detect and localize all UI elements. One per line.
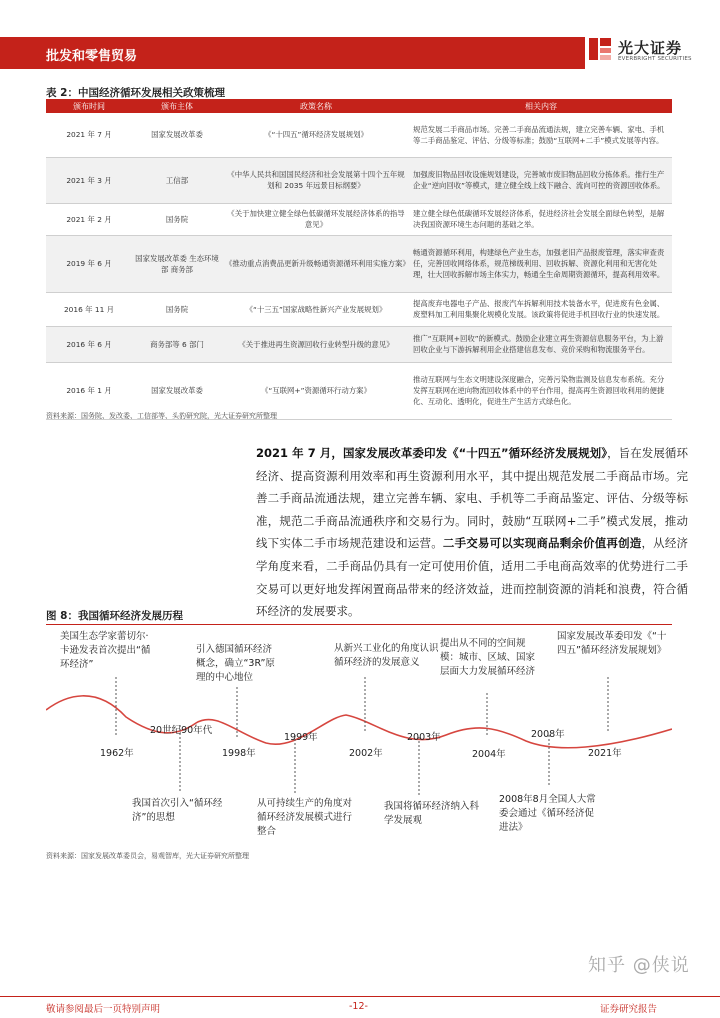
paragraph-lead: 2021 年 7 月，国家发展改革委印发《“十四五”循环经济发展规划》	[256, 446, 608, 460]
cell-content: 建立健全绿色低碳循环发展经济体系，促进经济社会发展全面绿色转型，是解决我国资源环境生态问题的基础之举。	[410, 203, 672, 235]
page-number: -12-	[349, 1001, 368, 1012]
cell-date: 2016 年 11 月	[46, 292, 132, 326]
table-row	[46, 292, 672, 326]
column-header: 相关内容	[410, 99, 672, 113]
table-row	[46, 157, 672, 203]
timeline-event: 我国将循环经济纳入科学发展观	[384, 801, 480, 826]
brand-name: 光大证券	[618, 39, 683, 57]
cell-content: 加强废旧物品回收设施规划建设，完善城市废旧物品回收分拣体系。推行生产企业“逆向回收”等模式，建立健全线上线下融合、流向可控的资源回收体系。	[410, 157, 672, 203]
table-row	[46, 203, 672, 235]
cell-issuer: 工信部	[132, 157, 222, 203]
paragraph-emphasis: 二手交易可以实现商品剩余价值再创造	[442, 536, 642, 551]
cell-policy-name: 《“互联网+”资源循环行动方案》	[222, 362, 410, 419]
figure-title: 图 8：我国循环经济发展历程	[46, 610, 183, 622]
column-header: 政策名称	[222, 99, 410, 113]
footer-divider	[0, 996, 720, 997]
cell-issuer: 国务院	[132, 203, 222, 235]
cell-issuer: 商务部等 6 部门	[132, 326, 222, 362]
timeline-year: 2004年	[472, 749, 506, 760]
cell-date: 2019 年 6 月	[46, 235, 132, 292]
cell-issuer: 国家发展改革委 生态环境部 商务部	[132, 235, 222, 292]
footer-label: 证券研究报告	[600, 1004, 658, 1015]
column-header: 颁布主体	[132, 99, 222, 113]
cell-date: 2016 年 1 月	[46, 362, 132, 419]
timeline-year: 20世纪90年代	[150, 725, 213, 736]
cell-date: 2021 年 2 月	[46, 203, 132, 235]
table-row	[46, 235, 672, 292]
timeline-event: 从新兴工业化的角度认识循环经济的发展意义	[334, 643, 439, 668]
cell-policy-name: 《关于加快建立健全绿色低碳循环发展经济体系的指导意见》	[222, 203, 410, 235]
brand-name-en: EVERBRIGHT SECURITIES	[618, 56, 692, 62]
timeline-event: 提出从不同的空间规模：城市、区域、国家层面大力发展循环经济	[440, 638, 536, 677]
timeline-year: 1999年	[284, 732, 318, 743]
cell-issuer: 国务院	[132, 292, 222, 326]
cell-policy-name: 《“十三五”国家战略性新兴产业发展规划》	[222, 292, 410, 326]
body-paragraph	[256, 442, 688, 623]
footer-disclaimer: 敬请参阅最后一页特别声明	[46, 1004, 161, 1015]
cell-content: 畅通资源循环利用，构建绿色产业生态，加强老旧产品报废管理，落实审查责任，完善回收网络体系，规范梯级利用、回收拆解、资源化利用和无害化处理，壮大回收拆解市场主体实力，畅通全生命周期资源循环，提高利用效率。	[410, 235, 672, 292]
timeline-event: 引入德国循环经济概念，确立“3R”原理的中心地位	[196, 644, 275, 683]
timeline-year: 1962年	[100, 748, 134, 759]
timeline-event: 美国生态学家蕾切尔·卡逊发表首次提出“循环经济”	[60, 631, 151, 670]
cell-content: 提高废弃电器电子产品、报废汽车拆解利用技术装备水平，促进废有色金属、废塑料加工利用集聚化规模化发展。该政策将促进手机回收行业的快速发展。	[410, 292, 672, 326]
table-title: 表 2：中国经济循环发展相关政策梳理	[46, 87, 225, 99]
timeline-curve	[46, 696, 672, 748]
timeline-year: 2002年	[349, 748, 383, 759]
cell-policy-name: 《关于推进再生资源回收行业转型升级的意见》	[222, 326, 410, 362]
brand-logo-icon	[587, 36, 613, 62]
cell-date: 2021 年 3 月	[46, 157, 132, 203]
cell-issuer: 国家发展改革委	[132, 362, 222, 419]
table-source: 资料来源：国务院、发改委、工信部等、头豹研究院，光大证券研究所整理	[46, 412, 277, 420]
paragraph-text: ，从经济学角度来看，二手商品仍具有一定可使用价值，适用二手电商高效率的优势进行二手交易可以更好地发挥闲置商品带来的经济效益，进而控制资源的消耗和浪费，符合循环经济的发展要求。	[256, 536, 689, 619]
cell-date: 2016 年 6 月	[46, 326, 132, 362]
table-row	[46, 326, 672, 362]
timeline-year: 2008年	[531, 729, 565, 740]
policy-table	[46, 99, 672, 420]
header-band	[0, 37, 585, 69]
timeline-event: 我国首次引入“循环经济”的思想	[132, 798, 223, 823]
cell-content: 推广“互联网+回收”的新模式。鼓励企业建立再生资源信息服务平台，为上游回收企业与下游拆解利用企业搭建信息发布、竞价采购和物流服务平台。	[410, 326, 672, 362]
paragraph-text: ，旨在发展循环经济、提高资源利用效率和再生资源利用水平，其中提出规范发展二手商品市场。完善二手商品流通法规，建立完善车辆、家电、手机等二手商品鉴定、评估、分级等标准，规范二手商品流通秩序和交易行为。同时，鼓励“互联网+二手”模式发展，推动线下实体二手市场规范建设和运营。	[256, 446, 688, 551]
timeline-year: 1998年	[222, 748, 256, 759]
cell-issuer: 国家发展改革委	[132, 113, 222, 157]
timeline-year: 2021年	[588, 748, 622, 759]
table-row	[46, 113, 672, 157]
timeline-event: 从可持续生产的角度对循环经济发展模式进行整合	[257, 798, 353, 837]
cell-date: 2021 年 7 月	[46, 113, 132, 157]
cell-content: 推动互联网与生态文明建设深度融合，完善污染物监测及信息发布系统。充分发挥互联网在逆向物流回收体系中的平台作用，提高再生资源回收利用的便捷化、互动化、透明化，促进生产生活方式绿色化。	[410, 362, 672, 419]
figure-source: 资料来源：国家发展改革委员会，易观智库，光大证券研究所整理	[46, 852, 249, 860]
timeline-event: 2008年8月全国人大常委会通过《循环经济促进法》	[499, 794, 596, 833]
cell-policy-name: 《推动重点消费品更新升级畅通资源循环利用实施方案》	[222, 235, 410, 292]
watermark: 知乎 @侠说	[588, 955, 690, 976]
cell-policy-name: 《中华人民共和国国民经济和社会发展第十四个五年规划和 2035 年远景目标纲要》	[222, 157, 410, 203]
timeline-event: 国家发展改革委印发《“十四五”循环经济发展规划》	[557, 631, 667, 656]
section-title: 批发和零售贸易	[46, 49, 138, 64]
column-header: 颁布时间	[46, 99, 132, 113]
cell-content: 规范发展二手商品市场。完善二手商品流通法规，建立完善车辆、家电、手机等二手商品鉴定、评估、分级等标准；鼓励“互联网+二手”模式发展等内容。	[410, 113, 672, 157]
cell-policy-name: 《“十四五”循环经济发展规划》	[222, 113, 410, 157]
table-header-row	[46, 99, 672, 113]
timeline-year: 2003年	[407, 732, 441, 743]
